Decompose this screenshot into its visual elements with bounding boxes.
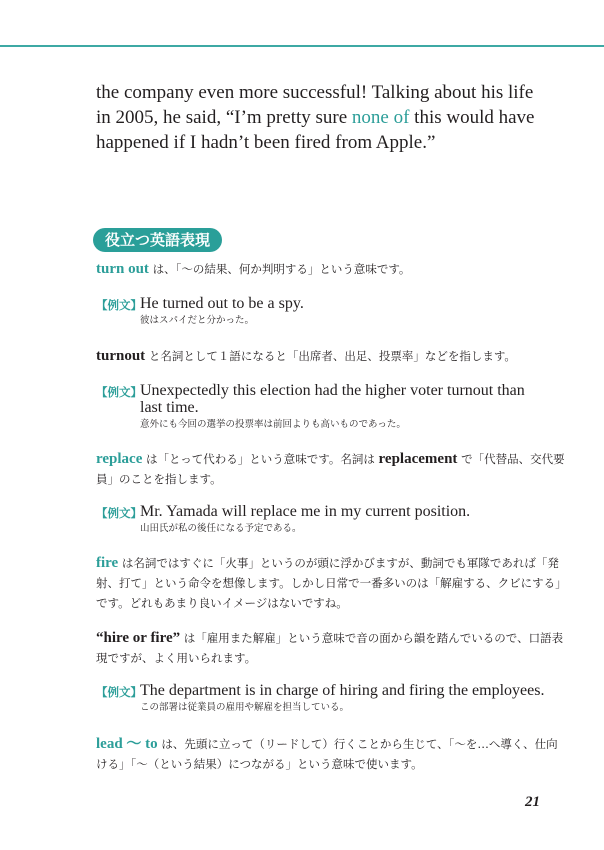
example-english: The department is in charge of hiring and firing the employees.: [140, 682, 545, 699]
example-translation: 山田氏が私の後任になる予定である。: [140, 523, 302, 534]
expression-explanation: は名詞ではすぐに「火事」というのが頭に浮かびますが、動詞でも軍隊であれば「発射、打て」という命令を想像します。しかし日常で一番多いのは「解雇する、クビにする」です。どれもあまり良いイメージはないですね。: [96, 556, 561, 610]
expression-entry: [96, 259, 566, 279]
expression-entry: [96, 553, 566, 613]
example-english: He turned out to be a spy.: [140, 295, 304, 312]
example-label: 【例文】: [96, 385, 142, 399]
expression-entry: [96, 449, 566, 489]
highlighted-phrase: none of: [351, 107, 410, 128]
expression-explanation-cont: で「代替品、交代要員」のことを指します。: [96, 452, 565, 486]
expression-term: replace: [96, 451, 143, 467]
expression-description: [96, 553, 566, 613]
expression-explanation: は、「～の結果、何か判明する」という意味です。: [148, 262, 411, 276]
story-passage: [96, 80, 556, 155]
expression-term: “hire or fire”: [96, 630, 181, 646]
passage-text-after: this would have happened if I hadn’t been fired from Apple.”: [96, 107, 535, 153]
expression-term: lead ～ to: [96, 736, 158, 752]
expression-entry: [96, 628, 566, 668]
page-number: 21: [525, 794, 540, 810]
example-label: 【例文】: [96, 685, 142, 699]
expression-term: turn out: [96, 261, 149, 277]
example-translation: 意外にも今回の選挙の投票率は前回よりも高いものであった。: [140, 419, 406, 430]
section-title-badge: 役立つ英語表現: [93, 228, 222, 252]
example-english: Mr. Yamada will replace me in my current position.: [140, 503, 471, 520]
example-sentence: [96, 682, 566, 715]
expression-term: turnout: [96, 348, 146, 364]
expression-term: fire: [96, 555, 119, 571]
expression-description: [96, 449, 566, 489]
example-translation: この部署は従業員の雇用や解雇を担当している。: [140, 702, 350, 713]
example-label: 【例文】: [96, 506, 142, 520]
expression-entry: [96, 346, 566, 366]
expression-explanation: は、先頭に立って（リードして）行くことから生じて、「～を…へ導く、仕向ける」「～（という結果）につながる」という意味で使います。: [96, 737, 558, 771]
expression-description: [96, 734, 566, 774]
expression-description: [96, 346, 566, 366]
header-rule: [0, 45, 604, 47]
expression-explanation: は「雇用また解雇」という意味で音の面から韻を踏んでいるので、口語表現ですが、よく用いられます。: [96, 631, 564, 665]
expression-term-noun: replacement: [378, 451, 458, 467]
expression-description: [96, 628, 566, 668]
example-sentence: [96, 503, 566, 536]
example-english: Unexpectedly this election had the higher voter turnout than last time.: [140, 382, 525, 416]
expression-entry: [96, 734, 566, 774]
expression-explanation: は「とって代わる」という意味です。名詞は: [142, 452, 379, 466]
expression-explanation: と名詞として１語になると「出席者、出足、投票率」などを指します。: [145, 349, 516, 363]
example-sentence: [96, 295, 566, 328]
example-sentence: [96, 382, 566, 432]
passage-text-before: the company even more successful! Talking about his life in 2005, he said, “I’m pretty sure: [96, 82, 534, 128]
example-label: 【例文】: [96, 298, 142, 312]
example-translation: 彼はスパイだと分かった。: [140, 315, 255, 326]
expression-description: [96, 259, 566, 279]
